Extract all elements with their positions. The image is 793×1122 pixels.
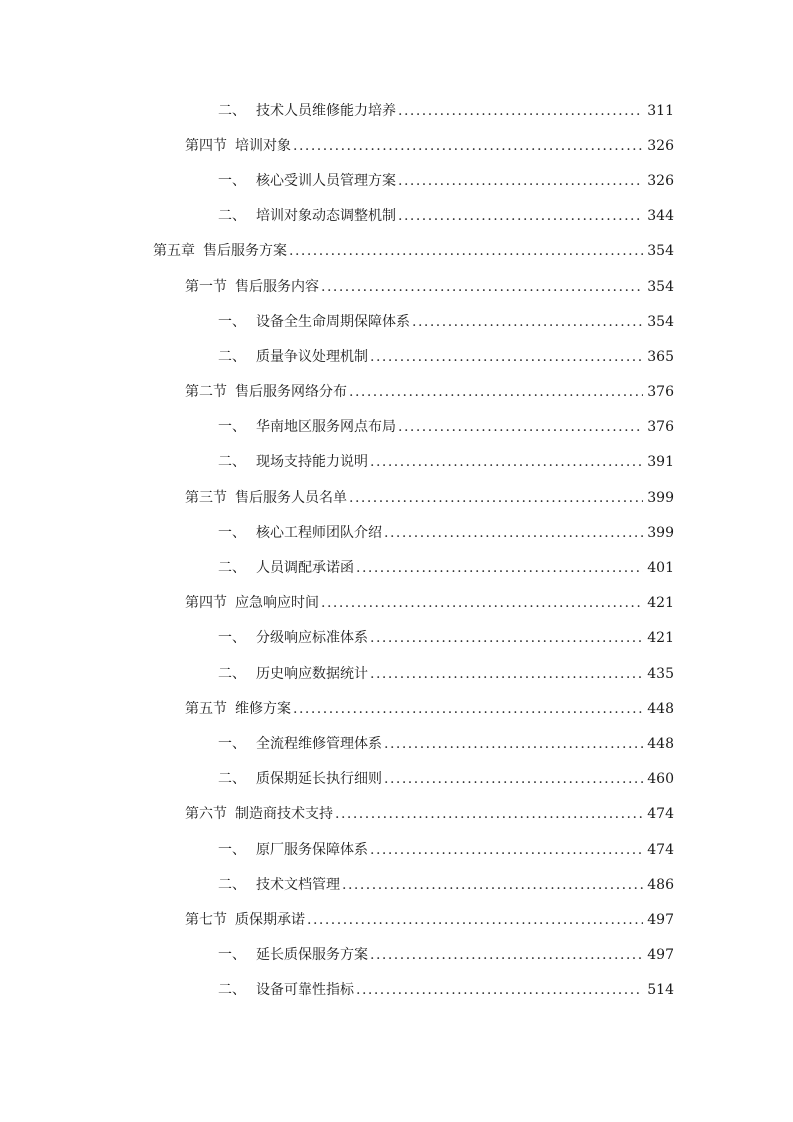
toc-entry-number: 二、 [218,876,246,893]
toc-entry-page-number: 354 [647,278,674,295]
toc-entry-page-number: 435 [647,665,674,682]
dot-leader [370,348,643,366]
toc-entry-page-number: 354 [647,243,674,260]
toc-entry[interactable] [0,973,793,1008]
toc-entry-number: 一、 [218,947,246,964]
toc-entry-title: 原厂服务保障体系 [256,841,368,858]
toc-entry[interactable] [0,656,793,691]
toc-entry[interactable] [0,691,793,726]
toc-entry-title: 设备可靠性指标 [256,982,354,999]
toc-entry-page-number: 474 [647,806,674,823]
toc-entry-label [218,629,368,647]
toc-entry-label [185,137,291,155]
toc-entry[interactable] [0,515,793,550]
dot-leader [398,207,643,225]
toc-entry-label [185,700,291,718]
dot-leader [370,841,643,859]
dot-leader [356,981,643,999]
dot-leader [293,700,643,718]
toc-entry-number: 第六节 [185,806,227,823]
toc-entry-number: 第一节 [185,278,227,295]
toc-entry[interactable] [0,339,793,374]
toc-entry[interactable] [0,832,793,867]
dot-leader [398,172,643,190]
toc-entry[interactable] [0,867,793,902]
toc-entry-number: 二、 [218,771,246,788]
toc-entry-title: 核心工程师团队介绍 [256,524,382,541]
toc-entry[interactable] [0,375,793,410]
toc-entry-number: 一、 [218,524,246,541]
toc-entry-number: 第七节 [185,911,227,928]
toc-entry-number: 一、 [218,172,246,189]
toc-entry[interactable] [0,445,793,480]
toc-entry-label [218,946,368,964]
toc-entry-label [218,876,340,894]
toc-entry-label [218,313,410,331]
dot-leader [349,383,643,401]
toc-entry-page-number: 391 [647,454,674,471]
dot-leader [293,137,643,155]
toc-entry-page-number: 421 [647,595,674,612]
dot-leader [321,278,643,296]
toc-entry-title: 培训对象动态调整机制 [256,208,396,225]
dot-leader [335,805,643,823]
toc-entry-page-number: 448 [647,735,674,752]
toc-entry-label [185,383,347,401]
toc-entry[interactable] [0,269,793,304]
toc-entry-label [218,207,396,225]
toc-entry-label [218,665,368,683]
toc-entry-page-number: 401 [647,560,674,577]
toc-entry-number: 二、 [218,102,246,119]
toc-entry-title: 延长质保服务方案 [256,947,368,964]
dot-leader [289,242,643,260]
table-of-contents [0,93,793,1008]
toc-entry-number: 第五节 [185,700,227,717]
toc-entry-page-number: 326 [647,172,674,189]
toc-entry-label [218,524,382,542]
toc-entry-page-number: 344 [647,208,674,225]
toc-entry-title: 应急响应时间 [235,595,319,612]
toc-entry[interactable] [0,586,793,621]
dot-leader [349,489,643,507]
toc-entry-title: 维修方案 [235,700,291,717]
toc-entry-page-number: 474 [647,841,674,858]
toc-entry-label [218,172,396,190]
dot-leader [321,594,643,612]
toc-entry-page-number: 448 [647,700,674,717]
toc-entry[interactable] [0,128,793,163]
toc-entry-page-number: 365 [647,348,674,365]
dot-leader [307,911,643,929]
toc-entry-page-number: 354 [647,313,674,330]
toc-entry[interactable] [0,550,793,585]
toc-entry-title: 质保期延长执行细则 [256,771,382,788]
toc-entry-page-number: 460 [647,771,674,788]
toc-entry-label [185,805,333,823]
dot-leader [370,665,643,683]
toc-entry-title: 售后服务内容 [235,278,319,295]
dot-leader [342,876,643,894]
toc-entry-title: 质保期承诺 [235,911,305,928]
toc-entry-title: 历史响应数据统计 [256,665,368,682]
toc-entry-page-number: 399 [647,489,674,506]
dot-leader [384,770,643,788]
toc-entry-label [218,418,396,436]
toc-entry-page-number: 486 [647,876,674,893]
toc-entry-page-number: 399 [647,524,674,541]
toc-entry-title: 制造商技术支持 [235,806,333,823]
toc-entry[interactable] [0,902,793,937]
toc-entry[interactable] [0,621,793,656]
toc-entry-number: 二、 [218,982,246,999]
dot-leader [398,102,643,120]
toc-entry[interactable] [0,938,793,973]
toc-entry-title: 核心受训人员管理方案 [256,172,396,189]
toc-entry-label [218,770,382,788]
toc-entry[interactable] [0,480,793,515]
toc-entry-title: 售后服务网络分布 [235,384,347,401]
toc-entry-title: 售后服务人员名单 [235,489,347,506]
toc-entry-title: 全流程维修管理体系 [256,735,382,752]
toc-entry[interactable] [0,163,793,198]
toc-entry-number: 第四节 [185,137,227,154]
toc-entry-number: 一、 [218,313,246,330]
toc-entry-number: 一、 [218,630,246,647]
toc-entry-label [185,278,319,296]
toc-entry-title: 设备全生命周期保障体系 [256,313,410,330]
toc-entry-label [153,242,287,260]
toc-entry-number: 第五章 [153,243,195,260]
dot-leader [356,559,643,577]
toc-entry-title: 现场支持能力说明 [256,454,368,471]
toc-entry-number: 二、 [218,348,246,365]
dot-leader [398,418,643,436]
toc-entry-title: 质量争议处理机制 [256,348,368,365]
toc-entry-label [218,559,354,577]
toc-entry[interactable] [0,762,793,797]
toc-entry[interactable] [0,199,793,234]
toc-entry-number: 二、 [218,665,246,682]
toc-entry[interactable] [0,234,793,269]
toc-entry-label [218,453,368,471]
dot-leader [384,524,643,542]
toc-entry-title: 华南地区服务网点布局 [256,419,396,436]
toc-entry-label [218,102,396,120]
toc-entry-number: 第三节 [185,489,227,506]
toc-entry[interactable] [0,410,793,445]
toc-entry-page-number: 497 [647,911,674,928]
dot-leader [384,735,643,753]
toc-entry-number: 二、 [218,454,246,471]
toc-entry-number: 二、 [218,208,246,225]
toc-entry-label [218,981,354,999]
toc-entry-page-number: 497 [647,947,674,964]
toc-entry[interactable] [0,304,793,339]
dot-leader [370,946,643,964]
toc-entry-page-number: 326 [647,137,674,154]
toc-entry-label [185,594,319,612]
dot-leader [412,313,643,331]
toc-entry-title: 培训对象 [235,137,291,154]
toc-entry-page-number: 376 [647,384,674,401]
toc-entry-title: 人员调配承诺函 [256,560,354,577]
toc-entry[interactable] [0,93,793,128]
toc-entry-title: 售后服务方案 [203,243,287,260]
dot-leader [370,629,643,647]
toc-entry-label [185,489,347,507]
toc-entry-number: 一、 [218,419,246,436]
toc-entry-title: 分级响应标准体系 [256,630,368,647]
toc-entry-number: 一、 [218,735,246,752]
toc-entry-number: 第二节 [185,384,227,401]
toc-entry-title: 技术人员维修能力培养 [256,102,396,119]
toc-entry-label [218,735,382,753]
toc-entry-page-number: 421 [647,630,674,647]
toc-entry-number: 一、 [218,841,246,858]
toc-entry-title: 技术文档管理 [256,876,340,893]
toc-entry-number: 二、 [218,560,246,577]
toc-entry[interactable] [0,726,793,761]
toc-entry-label [218,348,368,366]
toc-entry[interactable] [0,797,793,832]
toc-entry-label [218,841,368,859]
dot-leader [370,453,643,471]
toc-entry-number: 第四节 [185,595,227,612]
toc-entry-page-number: 514 [647,982,674,999]
toc-entry-page-number: 311 [647,102,674,119]
toc-entry-page-number: 376 [647,419,674,436]
toc-entry-label [185,911,305,929]
